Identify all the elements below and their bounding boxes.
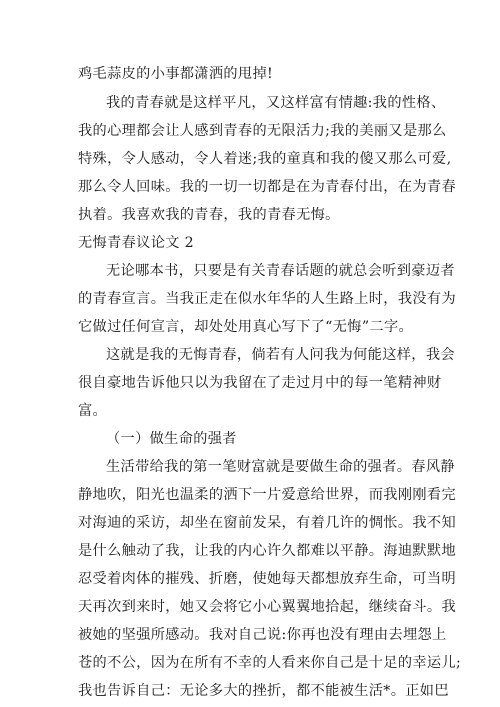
text-line: 我的青春就是这样平凡，又这样富有情趣:我的性格、 <box>106 95 446 111</box>
text-line: 我的心理都会让人感到青春的无限活力;我的美丽又是那么 <box>78 123 447 139</box>
text-line: 苍的不公，因为在所有不幸的人看来你自己是十足的幸运儿; <box>78 655 462 671</box>
text-line: 它做过任何宣言，却处处用真心写下了“无悔”二字。 <box>78 319 414 335</box>
subsection-heading: （一）做生命的强者 <box>106 431 237 447</box>
text-line: 的青春宣言。当我正走在似水年华的人生路上时，我没有为 <box>78 291 456 307</box>
text-line: 是什么触动了我，让我的内心许久都难以平静。海迪默默地 <box>78 543 456 559</box>
text-line: 富。 <box>78 403 108 419</box>
text-line: 那么令人回味。我的一切一切都是在为青春付出，在为青春 <box>78 179 456 195</box>
text-line: 静地吹，阳光也温柔的洒下一片爱意给世界，而我刚刚看完 <box>78 487 456 503</box>
text-line: 这就是我的无悔青春，倘若有人问我为何能这样，我会 <box>106 347 455 363</box>
text-line: 执着。我喜欢我的青春，我的青春无悔。 <box>78 207 340 223</box>
text-line: 生活带给我的第一笔财富就是要做生命的强者。春风静 <box>106 459 455 475</box>
text-line: 特殊，令人感动，令人着迷;我的童真和我的傻又那么可爱, <box>78 151 452 167</box>
text-line: 天再次到来时，她又会将它小心翼翼地拾起，继续奋斗。我 <box>78 599 456 615</box>
text-line: 我也告诉自己：无论多大的挫折，都不能被生活*。正如巴 <box>78 683 449 699</box>
text-line: 无论哪本书，只要是有关青春话题的就总会听到豪迈者 <box>106 263 455 279</box>
text-line: 鸡毛蒜皮的小事都潇洒的甩掉! <box>78 66 274 82</box>
text-line: 对海迪的采访，却坐在窗前发呆，有着几许的惆怅。我不知 <box>78 515 456 531</box>
text-line: 被她的坚强所感动。我对自己说:你再也没有理由去埋怨上 <box>78 627 447 643</box>
text-line: 忍受着肉体的摧残、折磨，使她每天都想放弃生命，可当明 <box>78 571 456 587</box>
section-heading: 无悔青春议论文 2 <box>78 235 194 251</box>
text-line: 很自豪地告诉他只以为我留在了走过月中的每一笔精神财 <box>78 375 442 391</box>
